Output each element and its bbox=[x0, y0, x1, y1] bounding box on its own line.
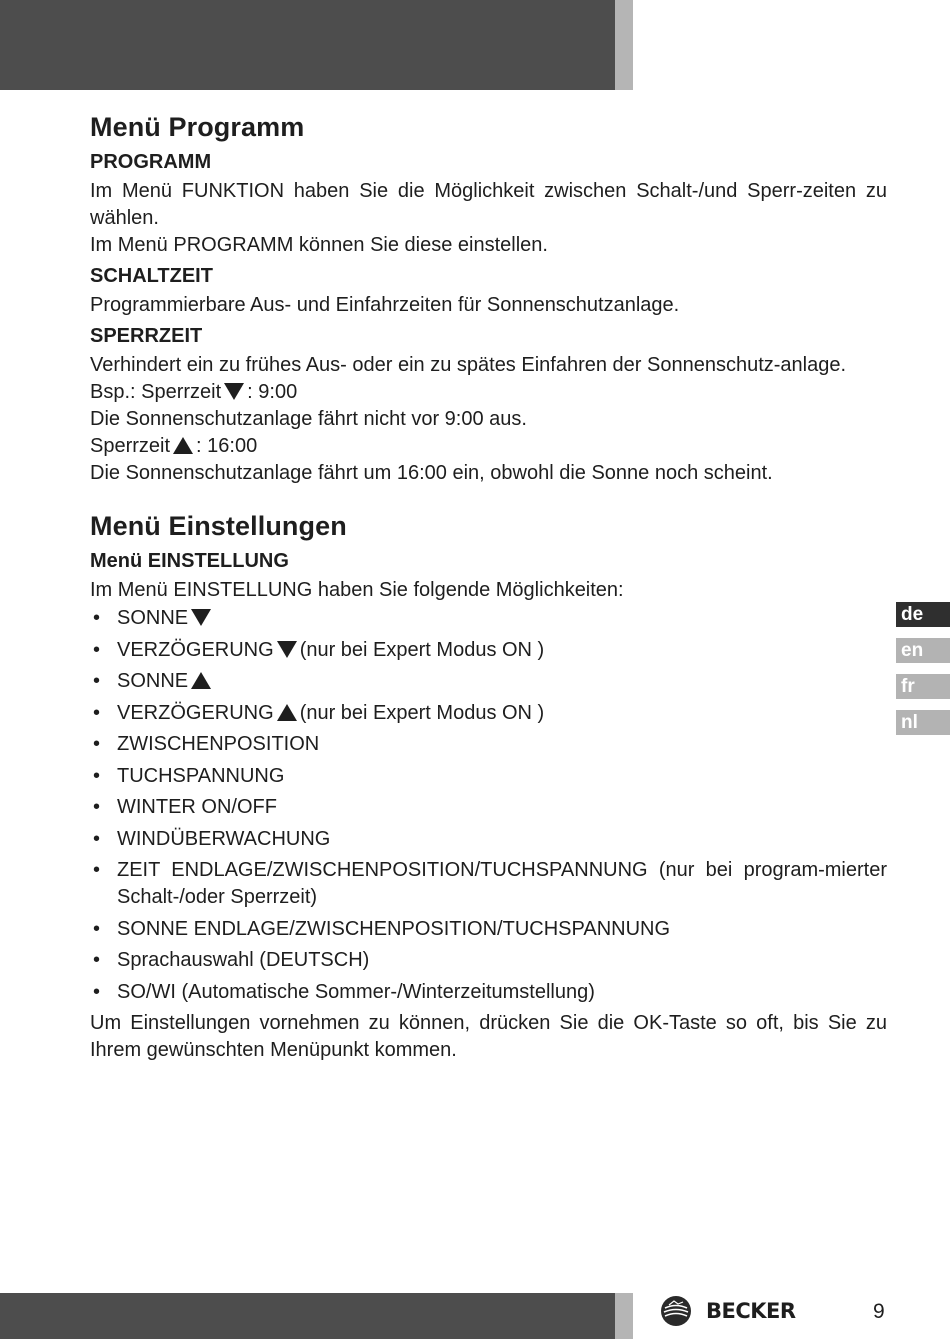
footer-bar-edge bbox=[615, 1293, 633, 1339]
settings-option-label: Sprachauswahl (DEUTSCH) bbox=[117, 949, 370, 971]
sperrzeit-example-2 bbox=[90, 433, 887, 460]
settings-option-item bbox=[90, 763, 887, 790]
settings-option-list bbox=[90, 605, 887, 1006]
settings-option-item bbox=[90, 979, 887, 1006]
settings-option-item bbox=[90, 605, 887, 632]
bullet-dot: • bbox=[93, 827, 101, 850]
bullet-dot: • bbox=[93, 670, 101, 692]
sperrzeit-text-5: Die Sonnenschutzanlage fährt um 16:00 ein, obwohl die Sonne noch scheint. bbox=[90, 462, 773, 484]
settings-option-item bbox=[90, 826, 887, 853]
settings-option-item bbox=[90, 637, 887, 664]
subheading-einstellung: Menü EINSTELLUNG bbox=[90, 550, 289, 572]
brand-name: BECKER bbox=[706, 1299, 796, 1323]
settings-option-label: SONNE bbox=[117, 607, 189, 629]
programm-text-2: Im Menü PROGRAMM können Sie diese einstellen. bbox=[90, 234, 548, 256]
triangle-down-icon bbox=[277, 641, 297, 658]
page-content bbox=[90, 112, 887, 1070]
sperrzeit-example-1-suffix: : 9:00 bbox=[247, 381, 298, 403]
subheading-programm: PROGRAMM bbox=[90, 151, 212, 173]
sperrzeit-example-2-suffix: : 16:00 bbox=[196, 435, 258, 457]
settings-option-item bbox=[90, 668, 887, 695]
paragraph-schaltzeit: Programmierbare Aus- und Einfahrzeiten für Sonnenschutzanlage. bbox=[90, 294, 680, 316]
triangle-down-icon bbox=[224, 383, 244, 400]
subheading-sperrzeit: SPERRZEIT bbox=[90, 325, 203, 347]
bullet-dot: • bbox=[93, 859, 101, 881]
footer-bar bbox=[0, 1293, 615, 1339]
sperrzeit-text-3: Die Sonnenschutzanlage fährt nicht vor 9:00 aus. bbox=[90, 408, 527, 430]
bullet-dot: • bbox=[93, 733, 101, 755]
settings-option-label: ZWISCHENPOSITION bbox=[117, 733, 320, 755]
settings-option-label: SO/WI (Automatische Sommer-/Winterzeitumstellung) bbox=[117, 980, 595, 1003]
language-tab-de[interactable]: de bbox=[896, 602, 950, 627]
language-tab-fr[interactable]: fr bbox=[896, 674, 950, 699]
triangle-up-icon bbox=[173, 437, 193, 454]
bullet-dot: • bbox=[93, 796, 101, 818]
sperrzeit-example-1-prefix: Bsp.: Sperrzeit bbox=[90, 381, 222, 403]
settings-option-label: VERZÖGERUNG bbox=[117, 638, 274, 661]
triangle-up-icon bbox=[191, 672, 211, 689]
sperrzeit-text-1: Verhindert ein zu frühes Aus- oder ein zu spätes Einfahren der Sonnenschutz-anlage. bbox=[90, 354, 847, 376]
settings-option-label: WINTER ON/OFF bbox=[117, 796, 277, 818]
paragraph-programm bbox=[90, 178, 887, 259]
settings-option-note: (nur bei Expert Modus ON ) bbox=[299, 701, 545, 724]
programm-text-1: Im Menü FUNKTION haben Sie die Möglichkeit zwischen Schalt-/und Sperr-zeiten zu wählen. bbox=[90, 180, 887, 229]
section-title-programm: Menü Programm bbox=[90, 112, 305, 142]
language-tabs bbox=[896, 602, 950, 746]
becker-logo-icon bbox=[660, 1295, 692, 1327]
section-title-einstellungen: Menü Einstellungen bbox=[90, 511, 347, 541]
bullet-dot: • bbox=[93, 949, 101, 971]
settings-option-item bbox=[90, 731, 887, 758]
language-tab-en[interactable]: en bbox=[896, 638, 950, 663]
language-tab-nl[interactable]: nl bbox=[896, 710, 950, 735]
paragraph-einstellung-intro: Im Menü EINSTELLUNG haben Sie folgende Möglichkeiten: bbox=[90, 579, 624, 601]
settings-option-item bbox=[90, 947, 887, 974]
bullet-dot: • bbox=[93, 607, 101, 629]
header-bar-edge bbox=[615, 0, 633, 90]
settings-option-item bbox=[90, 700, 887, 727]
bullet-dot: • bbox=[93, 917, 101, 940]
settings-option-item bbox=[90, 857, 887, 911]
bullet-dot: • bbox=[93, 638, 101, 661]
sperrzeit-example-1 bbox=[90, 379, 887, 406]
settings-option-item bbox=[90, 916, 887, 943]
subheading-schaltzeit: SCHALTZEIT bbox=[90, 265, 213, 287]
triangle-down-icon bbox=[191, 609, 211, 626]
bullet-dot: • bbox=[93, 701, 101, 724]
settings-option-label: TUCHSPANNUNG bbox=[117, 764, 285, 787]
settings-option-note: (nur bei Expert Modus ON ) bbox=[299, 638, 545, 661]
bullet-dot: • bbox=[93, 980, 101, 1003]
settings-option-label: VERZÖGERUNG bbox=[117, 701, 274, 724]
bullet-dot: • bbox=[93, 764, 101, 787]
settings-option-label: SONNE ENDLAGE/ZWISCHENPOSITION/TUCHSPANNUNG bbox=[117, 917, 671, 940]
paragraph-einstellung-outro: Um Einstellungen vornehmen zu können, drücken Sie die OK-Taste so oft, bis Sie zu Ihrem gewünschten Menüpunkt kommen. bbox=[90, 1012, 887, 1061]
paragraph-sperrzeit bbox=[90, 352, 887, 487]
brand-logo bbox=[660, 1293, 796, 1329]
triangle-up-icon bbox=[277, 704, 297, 721]
settings-option-label: WINDÜBERWACHUNG bbox=[117, 827, 331, 850]
page-number: 9 bbox=[873, 1300, 885, 1323]
header-bar bbox=[0, 0, 615, 90]
sperrzeit-example-2-prefix: Sperrzeit bbox=[90, 435, 171, 457]
settings-option-label: ZEIT ENDLAGE/ZWISCHENPOSITION/TUCHSPANNUNG (nur bei program-mierter Schalt-/oder Sperrzeit) bbox=[117, 859, 887, 908]
settings-option-item bbox=[90, 794, 887, 821]
settings-option-label: SONNE bbox=[117, 670, 189, 692]
